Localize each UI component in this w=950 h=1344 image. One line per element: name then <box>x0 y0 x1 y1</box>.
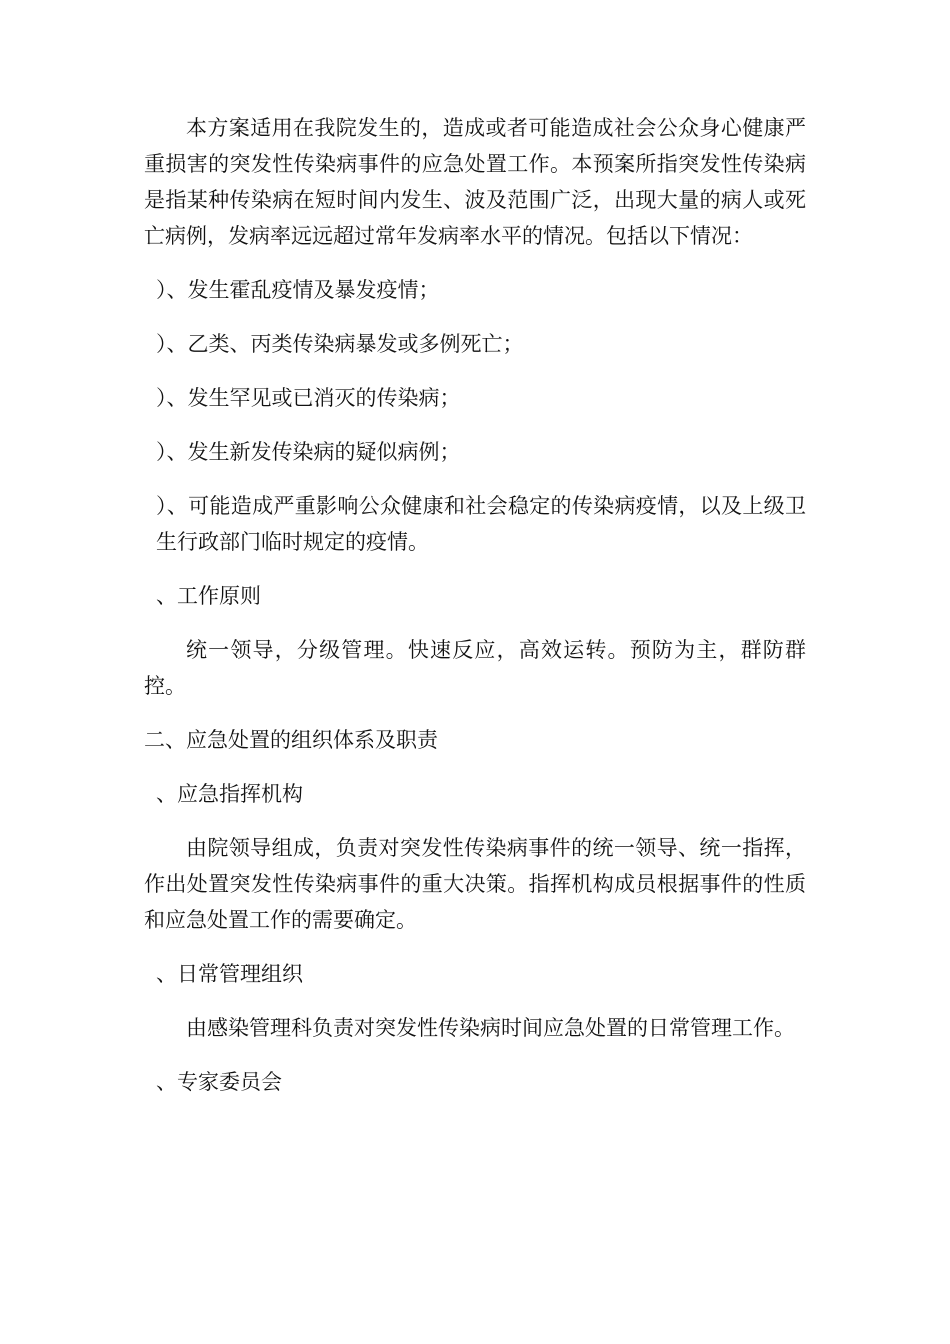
principle-paragraph: 统一领导，分级管理。快速反应，高效运转。预防为主，群防群控。 <box>144 638 806 698</box>
command-heading: 、应急指挥机构 <box>156 782 303 806</box>
daily-paragraph: 由感染管理科负责对突发性传染病时间应急处置的日常管理工作。 <box>186 1016 795 1040</box>
list-item: ）、发生罕见或已消灭的传染病； <box>156 386 461 410</box>
principle-heading: 、工作原则 <box>156 584 261 608</box>
list-item: ）、发生新发传染病的疑似病例； <box>156 440 461 464</box>
expert-heading: 、专家委员会 <box>156 1070 282 1094</box>
list-item: ）、发生霍乱疫情及暴发疫情； <box>156 278 440 302</box>
intro-paragraph: 本方案适用在我院发生的，造成或者可能造成社会公众身心健康严重损害的突发性传染病事件的应急处置工作。本预案所指突发性传染病是指某种传染病在短时间内发生、波及范围广泛，出现大量的病人或死亡病例，发病率远远超过常年发病率水平的情况。包括以下情况： <box>144 116 806 248</box>
document-body <box>144 110 806 1118</box>
list-item: ）、乙类、丙类传染病暴发或多例死亡； <box>156 332 524 356</box>
command-paragraph: 由院领导组成，负责对突发性传染病事件的统一领导、统一指挥，作出处置突发性传染病事件的重大决策。指挥机构成员根据事件的性质和应急处置工作的需要确定。 <box>144 836 806 932</box>
daily-heading: 、日常管理组织 <box>156 962 303 986</box>
list-item: ）、可能造成严重影响公众健康和社会稳定的传染病疫情，以及上级卫生行政部门临时规定的疫情。 <box>156 494 806 554</box>
section-heading: 二、应急处置的组织体系及职责 <box>144 728 438 752</box>
